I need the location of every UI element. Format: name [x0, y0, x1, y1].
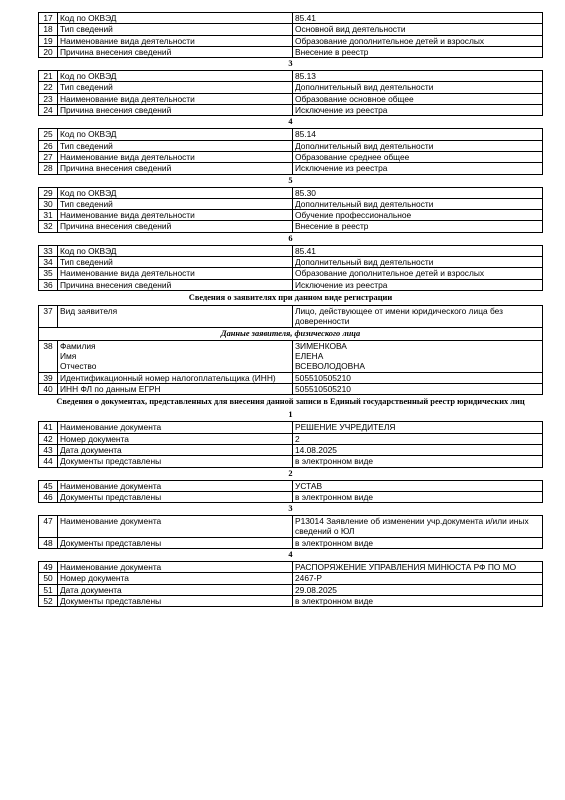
row-value: Образование дополнительное детей и взрослых	[293, 268, 543, 279]
subheading-row	[39, 327, 543, 340]
row-label: Причина внесения сведений	[58, 279, 293, 290]
activity-table-2	[38, 12, 543, 58]
activity-group-number: 4	[288, 117, 293, 127]
row-label: Тип сведений	[58, 257, 293, 268]
activity-group-number: 6	[288, 233, 293, 243]
activity-group-number: 5	[288, 175, 293, 185]
row-label: Наименование вида деятельности	[58, 151, 293, 162]
table-row	[39, 491, 543, 502]
row-value: 85.14	[293, 129, 543, 140]
row-label: Наименование документа	[58, 516, 293, 538]
row-label: Тип сведений	[58, 198, 293, 209]
row-value: 505510505210	[293, 372, 543, 383]
row-number: 23	[39, 93, 58, 104]
row-number: 32	[39, 221, 58, 232]
row-label: Номер документа	[58, 433, 293, 444]
row-number: 49	[39, 561, 58, 572]
table-row	[39, 198, 543, 209]
activity-table-5	[38, 187, 543, 233]
row-value: Дополнительный вид деятельности	[293, 257, 543, 268]
row-value: 85.30	[293, 187, 543, 198]
row-value: Основной вид деятельности	[293, 24, 543, 35]
row-label: Наименование документа	[58, 561, 293, 572]
table-row	[39, 105, 543, 116]
row-label: Документы представлены	[58, 595, 293, 606]
row-label: Наименование вида деятельности	[58, 268, 293, 279]
row-number: 17	[39, 13, 58, 24]
table-row	[39, 245, 543, 256]
row-number: 37	[39, 305, 58, 327]
row-value: Р13014 Заявление об изменении учр.документа и/или иных сведений о ЮЛ	[293, 516, 543, 538]
row-number: 39	[39, 372, 58, 383]
activity-group-number: 3	[288, 59, 293, 69]
row-label: Тип сведений	[58, 140, 293, 151]
row-value: в электронном виде	[293, 595, 543, 606]
row-value: Лицо, действующее от имени юридического лица без доверенности	[293, 305, 543, 327]
activity-rows	[39, 13, 543, 58]
row-label: Тип сведений	[58, 82, 293, 93]
row-label: Наименование вида деятельности	[58, 35, 293, 46]
document-table-1	[38, 421, 543, 467]
document-table-2	[38, 480, 543, 504]
row-value: 29.08.2025	[293, 584, 543, 595]
table-row	[39, 93, 543, 104]
row-value: Исключение из реестра	[293, 279, 543, 290]
row-value: РАСПОРЯЖЕНИЕ УПРАВЛЕНИЯ МИНЮСТА РФ ПО МО	[293, 561, 543, 572]
row-label: Код по ОКВЭД	[58, 71, 293, 82]
row-value: Обучение профессиональное	[293, 210, 543, 221]
row-number: 48	[39, 537, 58, 548]
document-group-number: 2	[288, 468, 293, 478]
row-number: 22	[39, 82, 58, 93]
row-value: 85.13	[293, 71, 543, 82]
document-group-number: 4	[288, 549, 293, 559]
row-number: 45	[39, 480, 58, 491]
document-table-3	[38, 515, 543, 549]
table-row	[39, 444, 543, 455]
table-row	[39, 305, 543, 327]
row-number: 41	[39, 422, 58, 433]
documents-section-heading: Сведения о документах, представленных для внесения данной записи в Единый государственный реестр юридических лиц	[56, 397, 525, 407]
table-row	[39, 46, 543, 57]
row-value: 2	[293, 433, 543, 444]
table-row	[39, 221, 543, 232]
row-label: Код по ОКВЭД	[58, 13, 293, 24]
applicant-subheading: Данные заявителя, физического лица	[39, 327, 543, 340]
document-table-4	[38, 561, 543, 607]
table-row	[39, 372, 543, 383]
row-number: 27	[39, 151, 58, 162]
row-value: в электронном виде	[293, 491, 543, 502]
activity-rows	[39, 129, 543, 174]
row-label: Наименование документа	[58, 422, 293, 433]
row-value: Образование основное общее	[293, 93, 543, 104]
table-row	[39, 340, 543, 372]
row-number: 29	[39, 187, 58, 198]
row-number: 36	[39, 279, 58, 290]
row-value: 505510505210	[293, 384, 543, 395]
row-number: 47	[39, 516, 58, 538]
activity-table-3	[38, 70, 543, 116]
row-label: Наименование документа	[58, 480, 293, 491]
activity-rows	[39, 187, 543, 232]
activity-rows	[39, 245, 543, 290]
table-row	[39, 129, 543, 140]
row-value: Исключение из реестра	[293, 105, 543, 116]
row-label: ИНН ФЛ по данным ЕГРН	[58, 384, 293, 395]
activity-table-6	[38, 245, 543, 291]
row-label: Причина внесения сведений	[58, 221, 293, 232]
egrul-extract-page	[38, 12, 543, 607]
row-label: Документы представлены	[58, 537, 293, 548]
table-row	[39, 573, 543, 584]
table-row	[39, 151, 543, 162]
row-number: 33	[39, 245, 58, 256]
row-value: Дополнительный вид деятельности	[293, 198, 543, 209]
table-row	[39, 82, 543, 93]
row-value: ЗИМЕНКОВА ЕЛЕНА ВСЕВОЛОДОВНА	[293, 340, 543, 372]
row-value: Дополнительный вид деятельности	[293, 82, 543, 93]
document-rows	[39, 422, 543, 467]
row-number: 43	[39, 444, 58, 455]
row-label: Документы представлены	[58, 456, 293, 467]
table-row	[39, 537, 543, 548]
table-row	[39, 268, 543, 279]
applicants-table	[38, 305, 543, 395]
row-number: 25	[39, 129, 58, 140]
row-label: Идентификационный номер налогоплательщика (ИНН)	[58, 372, 293, 383]
table-row	[39, 24, 543, 35]
table-row	[39, 71, 543, 82]
row-number: 20	[39, 46, 58, 57]
row-value: Исключение из реестра	[293, 163, 543, 174]
row-value: Внесение в реестр	[293, 221, 543, 232]
row-label: Наименование вида деятельности	[58, 93, 293, 104]
row-number: 35	[39, 268, 58, 279]
row-label: Причина внесения сведений	[58, 46, 293, 57]
row-value: РЕШЕНИЕ УЧРЕДИТЕЛЯ	[293, 422, 543, 433]
row-value: Образование дополнительное детей и взрослых	[293, 35, 543, 46]
row-label: Код по ОКВЭД	[58, 245, 293, 256]
row-number: 34	[39, 257, 58, 268]
document-group-number: 3	[288, 504, 293, 514]
table-row	[39, 561, 543, 572]
row-label: Причина внесения сведений	[58, 105, 293, 116]
row-number: 50	[39, 573, 58, 584]
row-value: Образование среднее общее	[293, 151, 543, 162]
row-number: 26	[39, 140, 58, 151]
row-label: Документы представлены	[58, 491, 293, 502]
table-row	[39, 516, 543, 538]
row-value: Внесение в реестр	[293, 46, 543, 57]
row-value: в электронном виде	[293, 456, 543, 467]
table-row	[39, 187, 543, 198]
row-number: 46	[39, 491, 58, 502]
table-row	[39, 13, 543, 24]
document-rows	[39, 516, 543, 549]
row-value: 85.41	[293, 245, 543, 256]
table-row	[39, 456, 543, 467]
row-value: 2467-Р	[293, 573, 543, 584]
activity-table-4	[38, 128, 543, 174]
row-value: УСТАВ	[293, 480, 543, 491]
row-number: 52	[39, 595, 58, 606]
row-number: 51	[39, 584, 58, 595]
row-number: 24	[39, 105, 58, 116]
row-number: 19	[39, 35, 58, 46]
row-label: Дата документа	[58, 584, 293, 595]
row-number: 40	[39, 384, 58, 395]
row-label: Наименование вида деятельности	[58, 210, 293, 221]
row-label: Дата документа	[58, 444, 293, 455]
row-number: 21	[39, 71, 58, 82]
row-value: в электронном виде	[293, 537, 543, 548]
row-number: 38	[39, 340, 58, 372]
table-row	[39, 584, 543, 595]
row-label: Фамилия Имя Отчество	[58, 340, 293, 372]
row-label: Вид заявителя	[58, 305, 293, 327]
table-row	[39, 433, 543, 444]
table-row	[39, 163, 543, 174]
row-label: Причина внесения сведений	[58, 163, 293, 174]
row-number: 30	[39, 198, 58, 209]
row-label: Код по ОКВЭД	[58, 187, 293, 198]
row-number: 31	[39, 210, 58, 221]
table-row	[39, 279, 543, 290]
row-label: Тип сведений	[58, 24, 293, 35]
row-number: 28	[39, 163, 58, 174]
table-row	[39, 422, 543, 433]
table-row	[39, 35, 543, 46]
row-label: Номер документа	[58, 573, 293, 584]
row-label: Код по ОКВЭД	[58, 129, 293, 140]
document-group-number: 1	[288, 410, 293, 420]
row-number: 18	[39, 24, 58, 35]
table-row	[39, 595, 543, 606]
table-row	[39, 257, 543, 268]
document-rows	[39, 480, 543, 503]
table-row	[39, 480, 543, 491]
activity-rows	[39, 71, 543, 116]
table-row	[39, 384, 543, 395]
row-value: 85.41	[293, 13, 543, 24]
row-number: 44	[39, 456, 58, 467]
row-value: 14.08.2025	[293, 444, 543, 455]
row-value: Дополнительный вид деятельности	[293, 140, 543, 151]
table-row	[39, 140, 543, 151]
table-row	[39, 210, 543, 221]
row-number: 42	[39, 433, 58, 444]
applicants-section-heading: Сведения о заявителях при данном виде регистрации	[188, 292, 393, 302]
document-rows	[39, 561, 543, 606]
